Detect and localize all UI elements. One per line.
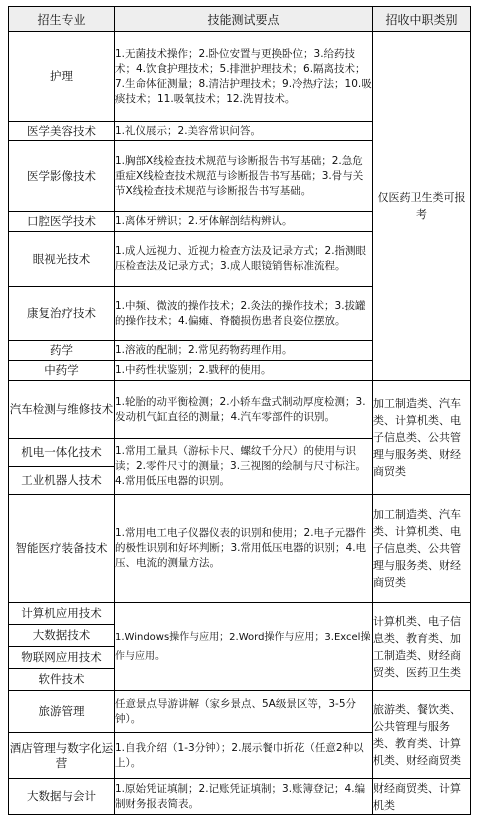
table-header-row: [9, 7, 471, 32]
skill-cell: 1.无菌技术操作；2.卧位安置与更换卧位；3.给药技术；4.饮食护理技术；5.排泄护理技术；6.隔离技术；7.生命体征测量；8.清洁护理技术；9.冷热疗法；10.吸痰技术；11.吸氧技术；12.洗胃技术。: [115, 32, 373, 122]
skill-cell: 1.成人远视力、近视力检查方法及记录方式；2.指测眼压检查法及记录方式；3.成人眼镜销售标准流程。: [115, 232, 373, 287]
major-cell: 旅游管理: [9, 691, 115, 733]
major-cell: 软件技术: [9, 669, 115, 691]
skill-cell: 1.礼仪展示；2.美容常识问答。: [115, 122, 373, 141]
major-cell: 大数据技术: [9, 625, 115, 647]
major-cell: 口腔医学技术: [9, 212, 115, 232]
skill-cell: 1.原始凭证填制；2.记账凭证填制；3.账簿登记；4.编制财务报表简表。: [115, 779, 373, 815]
major-cell: 计算机应用技术: [9, 603, 115, 625]
major-cell: 汽车检测与维修技术: [9, 381, 115, 439]
category-cell: 财经商贸类、计算机类: [373, 779, 471, 815]
skill-cell: 1.胸部X线检查技术规范与诊断报告书写基础；2.急危重症X线检查技术规范与诊断报告书写基础；3.骨与关节X线检查技术规范与诊断报告书写基础。: [115, 141, 373, 212]
category-cell: 仅医药卫生类可报考: [373, 32, 471, 381]
table-row: [9, 381, 471, 439]
header-skill: 技能测试要点: [115, 7, 373, 32]
major-cell: 大数据与会计: [9, 779, 115, 815]
skill-cell: 1.溶液的配制；2.常见药物药理作用。: [115, 341, 373, 361]
skill-cell: 任意景点导游讲解（家乡景点、5A级景区等，3-5分钟）。: [115, 691, 373, 733]
major-cell: 中药学: [9, 361, 115, 381]
skill-cell: 1.中频、微波的操作技术；2.灸法的操作技术；3.拔罐的操作技术；4.偏瘫、脊髓损伤患者良姿位摆放。: [115, 287, 373, 341]
major-cell: 酒店管理与数字化运营: [9, 733, 115, 779]
category-cell: 加工制造类、汽车类、计算机类、电子信息类、公共管理与服务类、财经商贸类: [373, 495, 471, 603]
skill-cell: 1.常用电工电子仪器仪表的识别和使用；2.电子元器件的极性识别和好坏判断；3.常用低压电器的识别；4.电压、电流的测量方法。: [115, 495, 373, 603]
header-category: 招收中职类别: [373, 7, 471, 32]
skill-cell: 1.Windows操作与应用；2.Word操作与应用；3.Excel操作与应用。: [115, 603, 373, 691]
table-row: [9, 603, 471, 625]
table-row: [9, 779, 471, 815]
category-cell: 加工制造类、汽车类、计算机类、电子信息类、公共管理与服务类、财经商贸类: [373, 381, 471, 495]
table-row: [9, 495, 471, 603]
major-cell: 智能医疗装备技术: [9, 495, 115, 603]
table-row: [9, 691, 471, 733]
skill-cell: 1.中药性状鉴别；2.戥秤的使用。: [115, 361, 373, 381]
major-cell: 医学影像技术: [9, 141, 115, 212]
major-cell: 康复治疗技术: [9, 287, 115, 341]
header-major: 招生专业: [9, 7, 115, 32]
major-cell: 工业机器人技术: [9, 467, 115, 495]
major-cell: 护理: [9, 32, 115, 122]
admission-skill-table: [8, 6, 471, 815]
category-cell: 计算机类、电子信息类、教育类、加工制造类、财经商贸类、医药卫生类: [373, 603, 471, 691]
skill-cell: 1.自我介绍（1-3分钟）；2.展示餐巾折花（任意2种以上）。: [115, 733, 373, 779]
major-cell: 药学: [9, 341, 115, 361]
category-cell: 旅游类、餐饮类、公共管理与服务类、教育类、计算机类、财经商贸类: [373, 691, 471, 779]
skill-cell: 1.离体牙辨识；2.牙体解剖结构辨认。: [115, 212, 373, 232]
table-row: [9, 32, 471, 122]
major-cell: 眼视光技术: [9, 232, 115, 287]
major-cell: 物联网应用技术: [9, 647, 115, 669]
major-cell: 机电一体化技术: [9, 439, 115, 467]
major-cell: 医学美容技术: [9, 122, 115, 141]
skill-cell: 1.常用工量具（游标卡尺、螺纹千分尺）的使用与识读；2.零件尺寸的测量；3.三视图的绘制与尺寸标注。4.常用低压电器的识别。: [115, 439, 373, 495]
skill-cell: 1.轮胎的动平衡检测；2.小轿车盘式制动厚度检测；3.发动机气缸直径的测量；4.汽车零部件的识别。: [115, 381, 373, 439]
